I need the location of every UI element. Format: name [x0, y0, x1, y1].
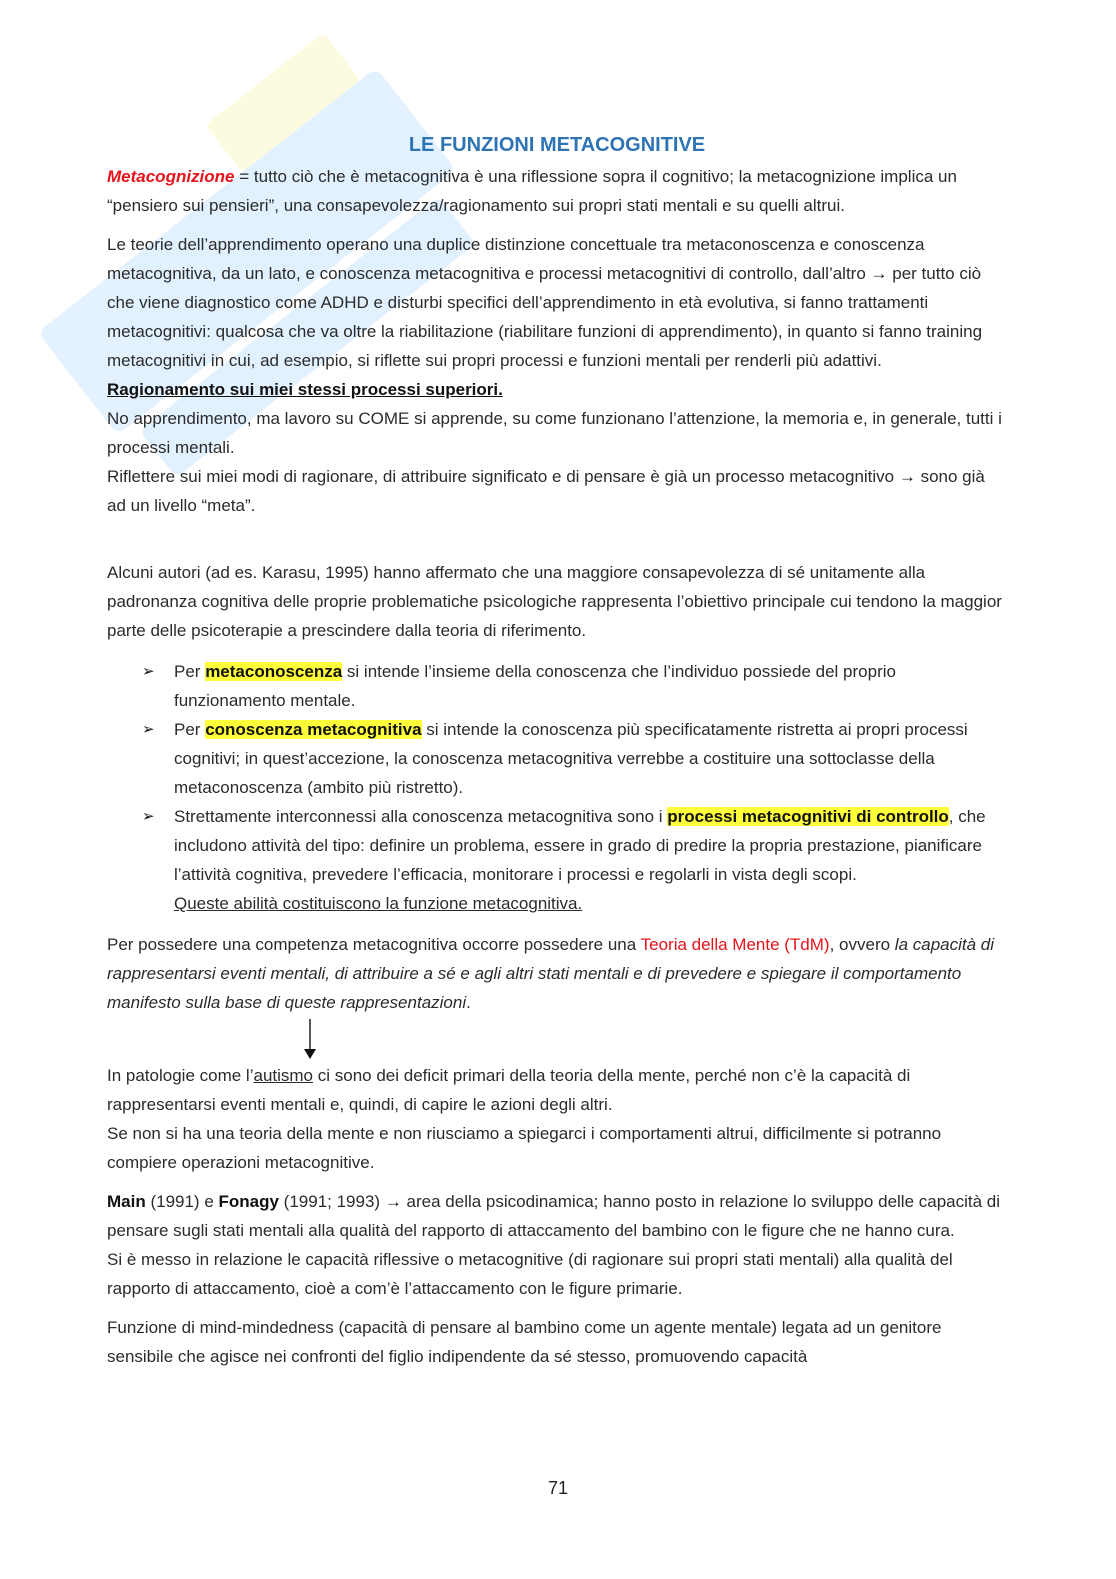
arrow-right-icon: →	[384, 1192, 402, 1211]
highlight-metaconoscenza: metaconoscenza	[205, 662, 343, 681]
paragraph-autismo: In patologie come l’autismo ci sono dei deficit primari della teoria della mente, perché non c’è la capacità di rappresentarsi eventi mentali e, quindi, di capire le azioni degli altri.	[107, 1066, 911, 1114]
bullet-arrow-icon: ➢	[142, 808, 155, 825]
document-page	[107, 132, 1007, 1371]
list-item: ➢ Strettamente interconnessi alla conoscenza metacognitiva sono i processi metacognitivi di controllo, che includono attività del tipo: definire un problema, essere in grado di predire la propria prestazione, pianificare l’attività cognitiva, prevedere l’efficacia, monitorare i processi e regolarli in vista degli scopi. Queste abilità costituiscono la funzione metacognitiva.	[174, 802, 1007, 918]
arrow-down-icon	[107, 1017, 1007, 1061]
term-teoria-della-mente: Teoria della Mente (TdM)	[640, 935, 830, 954]
list-item: ➢ Per metaconoscenza si intende l’insieme della conoscenza che l’individuo possiede del proprio funzionamento mentale.	[174, 657, 1007, 715]
paragraph-main-fonagy: Main (1991) e Fonagy (1991; 1993) → area della psicodinamica; hanno posto in relazione lo sviluppo delle capacità di pensare sugli stati mentali alla qualità del rapporto di attaccamento del bambino con le figure che ne hanno cura.	[107, 1192, 1001, 1240]
arrow-right-icon: →	[898, 467, 916, 486]
highlight-processi-controllo: processi metacognitivi di controllo	[667, 807, 949, 826]
bullet-arrow-icon: ➢	[142, 721, 155, 738]
paragraph-teoria-mente: Per possedere una competenza metacognitiva occorre possedere una Teoria della Mente (TdM), ovvero la capacità di rappresentarsi eventi mentali, di attribuire a sé e agli altri stati mentali e di prevedere e spiegare il comportamento manifesto sulla base di queste rappresentazioni.	[107, 935, 995, 1012]
term-metacognizione: Metacognizione	[107, 167, 235, 186]
definition-list	[107, 657, 1007, 918]
author-main: Main	[107, 1192, 146, 1211]
paragraph-karasu: Alcuni autori (ad es. Karasu, 1995) hanno affermato che una maggiore consapevolezza di sé unitamente alla padronanza cognitiva delle proprie problematiche psicologiche rappresenta l’obiettivo principale cui tendono la maggior parte delle psicoterapie a prescindere dalla teoria di riferimento.	[107, 563, 1002, 640]
author-fonagy: Fonagy	[218, 1192, 279, 1211]
subheading-ragionamento: Ragionamento sui miei stessi processi superiori.	[107, 380, 503, 399]
list-item: ➢ Per conoscenza metacognitiva si intende la conoscenza più specificatamente ristretta ai propri processi cognitivi; in quest’accezione, la conoscenza metacognitiva verrebbe a costituire una sottoclasse della metaconoscenza (ambito più ristretto).	[174, 715, 1007, 802]
page-number: 71	[547, 1478, 569, 1498]
arrow-right-icon: →	[870, 264, 888, 283]
paragraph-riflettere: Riflettere sui miei modi di ragionare, di attribuire significato e di pensare è già un processo metacognitivo → sono già ad un livello “meta”.	[107, 467, 985, 515]
term-autismo: autismo	[253, 1066, 314, 1085]
paragraph-mind-mindedness: Funzione di mind-mindedness (capacità di pensare al bambino come un agente mentale) legata ad un genitore sensibile che agisce nei confronti del figlio indipendente da sé stesso, promuovendo capacità	[107, 1318, 942, 1366]
note-funzione-metacognitiva: Queste abilità costituiscono la funzione metacognitiva.	[174, 894, 583, 913]
highlight-conoscenza-metacognitiva: conoscenza metacognitiva	[205, 720, 422, 739]
paragraph-teoria-mente-2: Se non si ha una teoria della mente e non riusciamo a spiegarci i comportamenti altrui, difficilmente si potranno compiere operazioni metacognitive.	[107, 1124, 942, 1172]
paragraph-attaccamento: Si è messo in relazione le capacità riflessive o metacognitive (di ragionare sui propri stati mentali) alla qualità del rapporto di attaccamento, cioè a com’è l’attaccamento con le figure primarie.	[107, 1250, 953, 1298]
bullet-arrow-icon: ➢	[142, 663, 155, 680]
page-title: LE FUNZIONI METACOGNITIVE	[408, 134, 706, 156]
paragraph-teorie-apprendimento: Le teorie dell’apprendimento operano una duplice distinzione concettuale tra metaconoscenza e conoscenza metacognitiva, da un lato, e conoscenza metacognitiva e processi metacognitivi di controllo, dall’altro → per tutto ciò che viene diagnostico come ADHD e disturbi specifici dell’apprendimento in età evolutiva, si fanno trattamenti metacognitivi: qualcosa che va oltre la riabilitazione (riabilitare funzioni di apprendimento), in quanto si fanno training metacognitivi in cui, ad esempio, si riflette sui propri processi e funzioni mentali per renderli più adattivi.	[107, 235, 983, 370]
paragraph-metacognizione: Metacognizione = tutto ciò che è metacognitiva è una riflessione sopra il cognitivo; la metacognizione implica un “pensiero sui pensieri”, una consapevolezza/ragionamento sui propri stati mentali e su quelli altrui.	[107, 167, 957, 215]
paragraph-come-si-apprende: No apprendimento, ma lavoro su COME si apprende, su come funzionano l’attenzione, la memoria e, in generale, tutti i processi mentali.	[107, 409, 1002, 457]
